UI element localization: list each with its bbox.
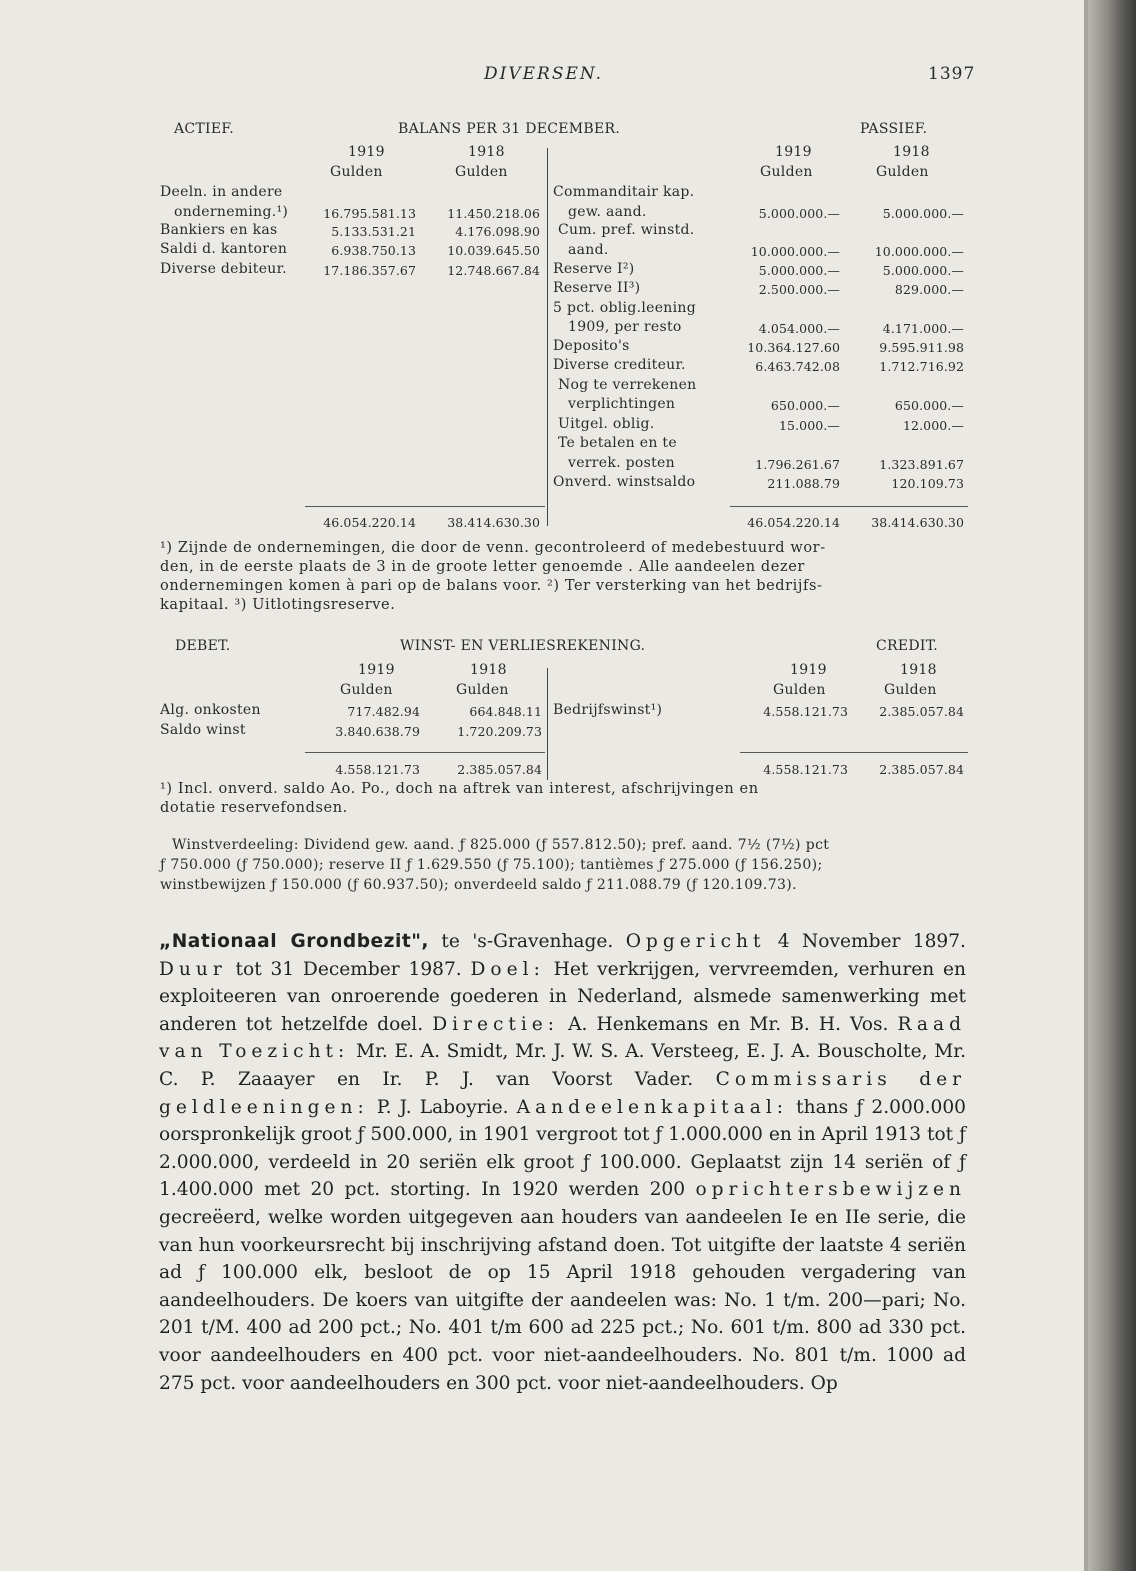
liability-total-1918: 38.414.630.30 xyxy=(871,515,964,530)
liability-label: Commanditair kap. xyxy=(553,184,695,200)
entry-text: thans ƒ 2.000.000 oorspronkelijk groot ƒ 500.000, in 1901 vergroot tot ƒ 1.000.000 en in April 1913 tot ƒ 2.000.000, verdeeld in 20 seriën elk groot ƒ 100.000. Geplaatst zijn 14 seriën of ƒ 1.400.000 met 20 pct. storting. In 1920 werden 200 xyxy=(159,1096,967,1201)
year-1918: 1918 xyxy=(893,144,930,160)
entry-keyword: Raad van Toezicht: xyxy=(159,1013,966,1063)
company-entry xyxy=(159,928,966,1397)
liability-label: verrek. posten xyxy=(568,455,675,471)
liability-value-1919: 10.000.000.— xyxy=(750,244,840,259)
liability-label: Reserve II³) xyxy=(553,280,641,296)
entry-text: P. J. Laboyrie. xyxy=(368,1096,517,1118)
liability-value-1918: 650.000.— xyxy=(894,398,964,413)
unit-label: Gulden xyxy=(455,164,508,180)
entry-text: Mr. E. A. Smidt, Mr. J. W. S. A. Versteeg, E. J. A. Bouscholte, Mr. C. P. Zaaayer en Ir. P. J. van Voorst Vader. xyxy=(159,1041,966,1090)
entry-text: te 's-Gravenhage. xyxy=(429,931,626,952)
running-title: DIVERSEN. xyxy=(484,64,604,84)
asset-value-1918: 10.039.645.50 xyxy=(447,243,540,258)
entry-text: 4 November 1897. xyxy=(765,931,966,952)
liability-label: Reserve I²) xyxy=(553,261,635,277)
liability-value-1919: 1.796.261.67 xyxy=(755,457,840,472)
debit-label: Alg. onkosten xyxy=(160,702,261,718)
entry-keyword: Doel: xyxy=(470,958,545,980)
asset-label: Bankiers en kas xyxy=(160,222,278,238)
liability-label: aand. xyxy=(568,242,609,258)
credit-total-1919: 4.558.121.73 xyxy=(763,762,848,777)
year-1919: 1919 xyxy=(348,144,385,160)
liability-value-1918: 5.000.000.— xyxy=(882,206,964,221)
column-divider xyxy=(547,668,548,780)
debit-value-1919: 717.482.94 xyxy=(347,704,420,719)
liability-label: 1909, per resto xyxy=(568,319,682,335)
liability-value-1918: 5.000.000.— xyxy=(882,263,964,278)
liability-label: gew. aand. xyxy=(568,204,647,220)
pl-footnote: ¹) Incl. onverd. saldo Ao. Po., doch na aftrek van interest, afschrijvingen en xyxy=(160,781,759,797)
liability-value-1919: 650.000.— xyxy=(770,398,840,413)
company-name: „Nationaal Grondbezit", xyxy=(159,931,429,952)
balance-footnote: ¹) Zijnde de ondernemingen, die door de venn. gecontroleerd of medebestuurd wor- xyxy=(160,540,826,556)
total-rule xyxy=(305,506,545,507)
liability-value-1918: 4.171.000.— xyxy=(882,321,964,336)
liability-label: 5 pct. oblig.leening xyxy=(553,300,696,316)
asset-total-1918: 38.414.630.30 xyxy=(447,515,540,530)
entry-keyword: Aandeelenkapitaal: xyxy=(516,1096,789,1118)
entry-keyword: oprichtersbewijzen xyxy=(695,1179,966,1201)
year-1919: 1919 xyxy=(790,662,827,678)
balance-right-label: PASSIEF. xyxy=(860,121,928,137)
credit-total-1918: 2.385.057.84 xyxy=(879,762,964,777)
asset-value-1919: 6.938.750.13 xyxy=(331,243,416,258)
distribution-line: ƒ 750.000 (ƒ 750.000); reserve II ƒ 1.629.550 (ƒ 75.100); tantièmes ƒ 275.000 (ƒ 156.250); xyxy=(160,857,823,873)
entry-keyword: Directie: xyxy=(432,1013,560,1035)
credit-value-1919: 4.558.121.73 xyxy=(763,704,848,719)
asset-value-1918: 11.450.218.06 xyxy=(447,206,540,221)
year-1918: 1918 xyxy=(470,662,507,678)
year-1918: 1918 xyxy=(900,662,937,678)
year-1919: 1919 xyxy=(775,144,812,160)
unit-label: Gulden xyxy=(884,682,937,698)
liability-value-1918: 120.109.73 xyxy=(891,476,964,491)
liability-value-1918: 1.712.716.92 xyxy=(879,359,964,374)
unit-label: Gulden xyxy=(456,682,509,698)
liability-label: Te betalen en te xyxy=(558,435,677,451)
distribution-line: Winstverdeeling: Dividend gew. aand. ƒ 825.000 (ƒ 557.812.50); pref. aand. 7½ (7½) pct xyxy=(172,837,830,853)
liability-value-1918: 10.000.000.— xyxy=(874,244,964,259)
total-rule xyxy=(730,506,968,507)
unit-label: Gulden xyxy=(330,164,383,180)
unit-label: Gulden xyxy=(773,682,826,698)
liability-value-1918: 1.323.891.67 xyxy=(879,457,964,472)
entry-text: gecreëerd, welke worden uitgegeven aan houders van aandeelen Ie en IIe serie, die van hun voorkeursrecht bij inschrijving afstand doen. Tot uitgifte der laatste 4 seriën ad ƒ 100.000 elk, besloot de op 15 April 1918 gehouden vergadering van aandeelhouders. De koers van uitgifte der aandeelen was: No. 1 t/m. 200—pari; No. 201 t/M. 400 ad 200 pct.; No. 401 t/m 600 ad 225 pct.; No. 601 t/m. 800 ad 330 pct. voor aandeelhouders en 400 pct. voor niet-aandeelhouders. No. 801 t/m. 1000 ad 275 pct. voor aandeelhouders en 300 pct. voor niet-aandeelhouders. Op xyxy=(159,1206,966,1394)
total-rule xyxy=(305,752,545,753)
liability-value-1919: 15.000.— xyxy=(778,418,840,433)
asset-value-1919: 17.186.357.67 xyxy=(323,263,416,278)
unit-label: Gulden xyxy=(876,164,929,180)
liability-value-1918: 9.595.911.98 xyxy=(879,340,964,355)
pl-footnote: dotatie reservefondsen. xyxy=(160,800,348,816)
debit-value-1918: 664.848.11 xyxy=(469,704,542,719)
liability-label: Nog te verrekenen xyxy=(558,377,697,393)
credit-value-1918: 2.385.057.84 xyxy=(879,704,964,719)
asset-label: onderneming.¹) xyxy=(174,204,289,220)
balance-footnote: kapitaal. ³) Uitlotingsreserve. xyxy=(160,597,396,613)
liability-label: Deposito's xyxy=(553,338,630,354)
liability-label: Cum. pref. winstd. xyxy=(558,222,695,238)
liability-label: Onverd. winstsaldo xyxy=(553,474,696,490)
balance-footnote: den, in de eerste plaats de 3 in de groote letter genoemde . Alle aandeelen dezer xyxy=(160,559,805,575)
entry-text: A. Henkemans en Mr. B. H. Vos. xyxy=(559,1013,898,1035)
unit-label: Gulden xyxy=(340,682,393,698)
liability-label: verplichtingen xyxy=(568,396,676,412)
liability-value-1919: 5.000.000.— xyxy=(758,206,840,221)
balance-footnote: ondernemingen komen à pari op de balans voor. ²) Ter versterking van het bedrijfs- xyxy=(160,578,823,594)
debit-value-1918: 1.720.209.73 xyxy=(457,724,542,739)
pl-title: WINST- EN VERLIESREKENING. xyxy=(400,638,646,654)
debit-total-1919: 4.558.121.73 xyxy=(335,762,420,777)
entry-keyword: Duur xyxy=(159,958,227,980)
debit-value-1919: 3.840.638.79 xyxy=(335,724,420,739)
entry-keyword: Commissaris der geldleeningen: xyxy=(159,1068,967,1118)
balance-left-label: ACTIEF. xyxy=(174,121,234,137)
unit-label: Gulden xyxy=(760,164,813,180)
asset-label: Diverse debiteur. xyxy=(160,261,287,277)
year-1919: 1919 xyxy=(358,662,395,678)
entry-text: Het verkrijgen, vervreemden, verhuren en exploiteeren van onroerende goederen in Nederland, alsmede samenwerking met anderen tot hetzelfde doel. xyxy=(159,958,966,1035)
distribution-line: winstbewijzen ƒ 150.000 (ƒ 60.937.50); onverdeeld saldo ƒ 211.088.79 (ƒ 120.109.73). xyxy=(160,877,798,893)
asset-value-1919: 16.795.581.13 xyxy=(323,206,416,221)
entry-keyword: Opgericht xyxy=(625,931,766,952)
liability-value-1919: 4.054.000.— xyxy=(758,321,840,336)
liability-value-1918: 12.000.— xyxy=(902,418,964,433)
pl-right-label: CREDIT. xyxy=(876,638,939,654)
pl-left-label: DEBET. xyxy=(175,638,231,654)
asset-value-1918: 4.176.098.90 xyxy=(455,224,540,239)
balance-title: BALANS PER 31 DECEMBER. xyxy=(398,121,621,137)
asset-value-1918: 12.748.667.84 xyxy=(447,263,540,278)
liability-value-1918: 829.000.— xyxy=(894,282,964,297)
liability-label: Diverse crediteur. xyxy=(553,357,686,373)
debit-total-1918: 2.385.057.84 xyxy=(457,762,542,777)
liability-value-1919: 211.088.79 xyxy=(767,476,840,491)
total-rule xyxy=(740,752,968,753)
asset-value-1919: 5.133.531.21 xyxy=(331,224,416,239)
entry-text: tot 31 December 1987. xyxy=(226,958,471,980)
year-1918: 1918 xyxy=(468,144,505,160)
book-spine xyxy=(1088,0,1136,1571)
credit-label: Bedrijfswinst¹) xyxy=(553,702,663,718)
debit-label: Saldo winst xyxy=(160,722,246,738)
liability-total-1919: 46.054.220.14 xyxy=(747,515,840,530)
liability-label: Uitgel. oblig. xyxy=(558,416,655,432)
liability-value-1919: 10.364.127.60 xyxy=(747,340,840,355)
liability-value-1919: 2.500.000.— xyxy=(758,282,840,297)
asset-label: Deeln. in andere xyxy=(160,184,283,200)
asset-label: Saldi d. kantoren xyxy=(160,241,288,257)
page-number: 1397 xyxy=(928,64,976,84)
liability-value-1919: 6.463.742.08 xyxy=(755,359,840,374)
liability-value-1919: 5.000.000.— xyxy=(758,263,840,278)
column-divider xyxy=(547,148,548,526)
asset-total-1919: 46.054.220.14 xyxy=(323,515,416,530)
